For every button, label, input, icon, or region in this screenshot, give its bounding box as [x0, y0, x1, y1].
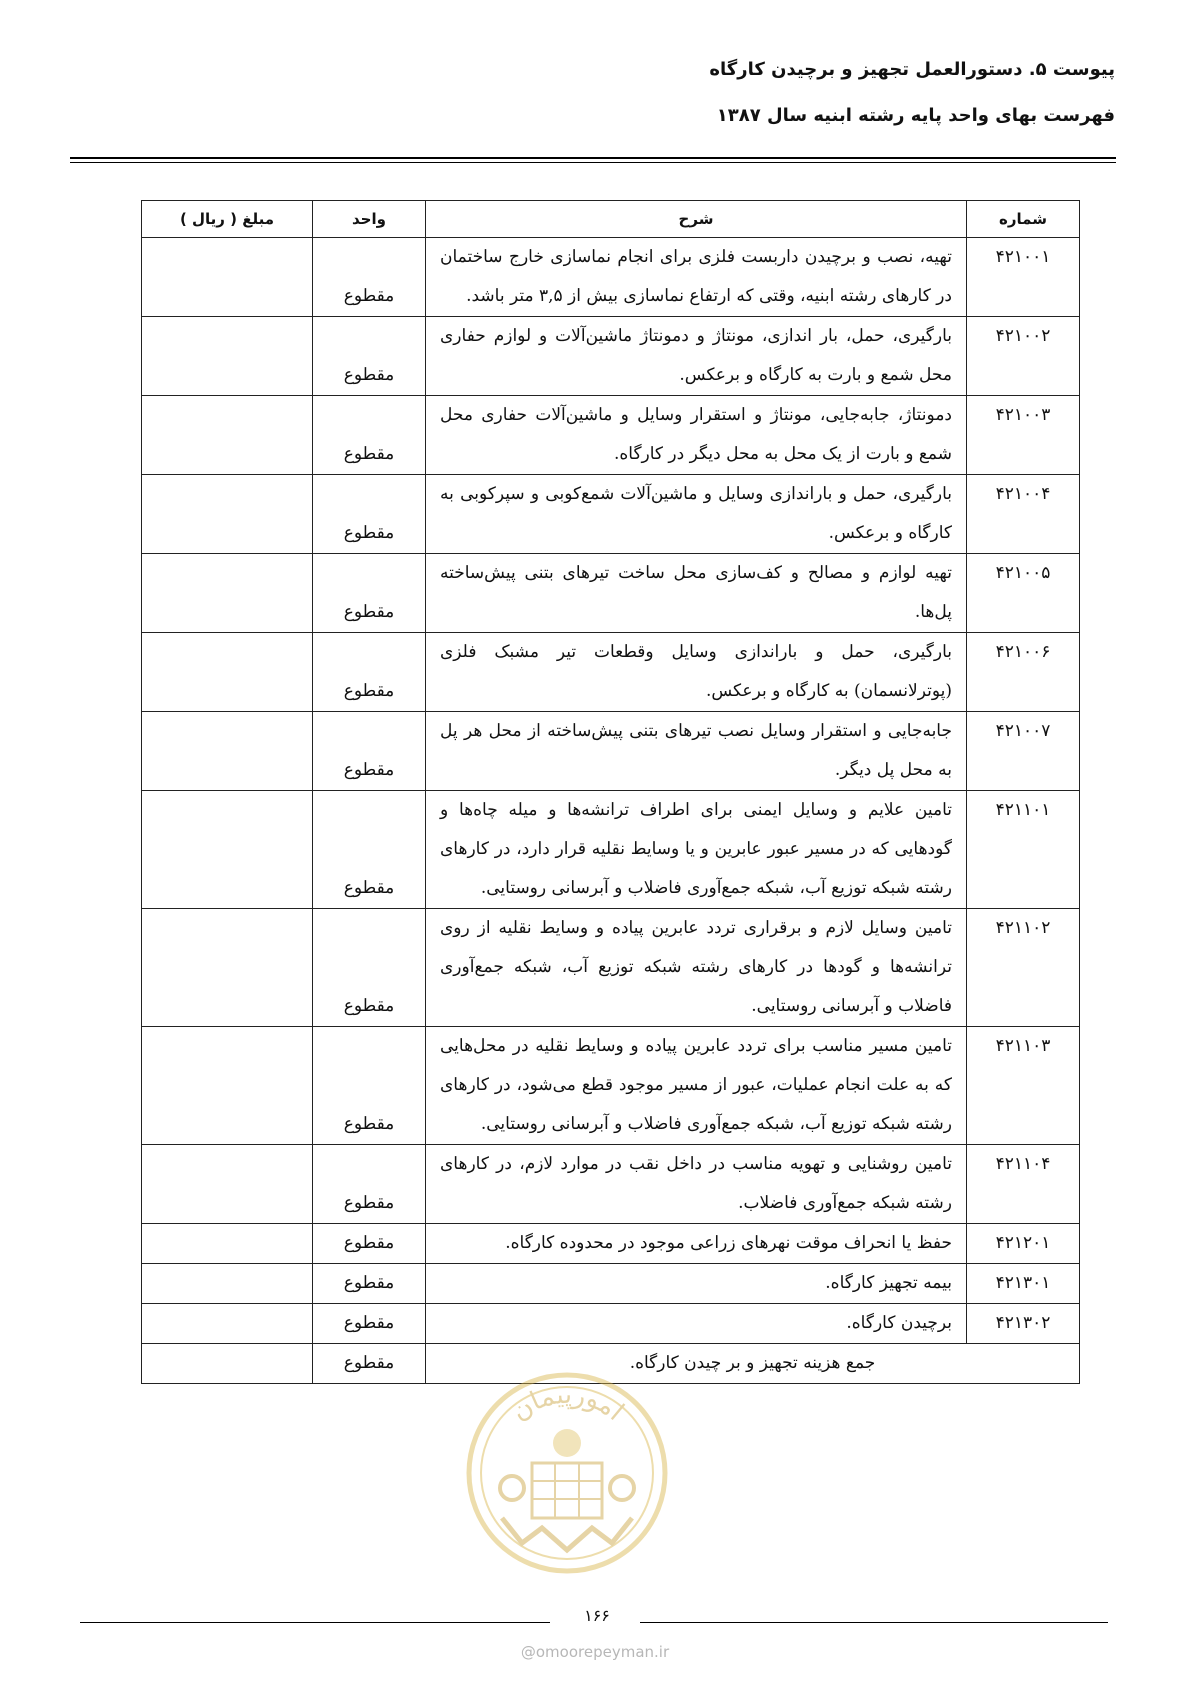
item-amount: [142, 1304, 313, 1344]
table-header-row: [142, 201, 1080, 238]
item-amount: [142, 396, 313, 475]
table-row: [142, 1224, 1080, 1264]
item-number: ۴۲۱۱۰۳: [967, 1027, 1080, 1145]
item-unit: مقطوع: [313, 1264, 426, 1304]
item-unit: مقطوع: [313, 317, 426, 396]
item-number: ۴۲۱۰۰۴: [967, 475, 1080, 554]
table-row: [142, 909, 1080, 1027]
item-unit: مقطوع: [313, 475, 426, 554]
column-header-amount: مبلغ ( ریال ): [142, 201, 313, 238]
item-number: ۴۲۱۱۰۴: [967, 1145, 1080, 1224]
item-amount: [142, 712, 313, 791]
item-description: بارگیری، حمل، بار اندازی، مونتاژ و دمونتاژ ماشین‌آلات و لوازم حفاری محل شمع و بارت به کارگاه و برعکس.: [426, 317, 967, 396]
item-description: تامین روشنایی و تهویه مناسب در داخل نقب در موارد لازم، در کارهای رشته شبکه جمع‌آوری فاضلاب.: [426, 1145, 967, 1224]
item-description: تامین وسایل لازم و برقراری تردد عابرین پیاده و وسایط نقلیه از روی ترانشه‌ها و گودها در کارهای رشته شبکه توزیع آب، شبکه جمع‌آوری فاضلاب و آبرسانی روستایی.: [426, 909, 967, 1027]
item-unit: مقطوع: [313, 554, 426, 633]
item-amount: [142, 238, 313, 317]
item-amount: [142, 909, 313, 1027]
page-header: [709, 58, 1115, 128]
table-row: [142, 712, 1080, 791]
page-number: ۱۶۶: [584, 1606, 610, 1625]
item-number: ۴۲۱۰۰۷: [967, 712, 1080, 791]
table-row: [142, 238, 1080, 317]
item-amount: [142, 1344, 313, 1384]
item-description: دمونتاژ، جابه‌جایی، مونتاژ و استقرار وسایل و ماشین‌آلات حفاری محل شمع و بارت از یک محل به محل دیگر در کارگاه.: [426, 396, 967, 475]
table-row: [142, 1264, 1080, 1304]
column-header-unit: واحد: [313, 201, 426, 238]
item-amount: [142, 1264, 313, 1304]
item-unit: مقطوع: [313, 633, 426, 712]
item-number: ۴۲۱۰۰۶: [967, 633, 1080, 712]
item-number: ۴۲۱۰۰۲: [967, 317, 1080, 396]
item-unit: مقطوع: [313, 1224, 426, 1264]
item-amount: [142, 1027, 313, 1145]
organization-stamp: [462, 1368, 672, 1578]
item-number: ۴۲۱۳۰۱: [967, 1264, 1080, 1304]
total-description: جمع هزینه تجهیز و بر چیدن کارگاه.: [629, 1353, 876, 1373]
table-row: [142, 396, 1080, 475]
price-list-table: [141, 200, 1080, 1384]
footer-rule-left: [80, 1622, 550, 1623]
item-description: تامین مسیر مناسب برای تردد عابرین پیاده و وسایط نقلیه در محل‌هایی که به علت انجام عملیات، عبور از مسیر موجود قطع می‌شود، در کارهای رشته شبکه توزیع آب، شبکه جمع‌آوری فاضلاب و آبرسانی روستایی.: [426, 1027, 967, 1145]
item-unit: مقطوع: [313, 1304, 426, 1344]
item-unit: مقطوع: [313, 238, 426, 317]
item-amount: [142, 791, 313, 909]
item-description: بارگیری، حمل و باراندازی وسایل و ماشین‌آلات شمع‌کوبی و سپرکوبی به کارگاه و برعکس.: [426, 475, 967, 554]
table-row: [142, 475, 1080, 554]
header-subtitle: فهرست بهای واحد پایه رشته ابنیه سال ۱۳۸۷: [716, 105, 1115, 126]
table-row: [142, 317, 1080, 396]
item-description: حفظ یا انحراف موقت نهرهای زراعی موجود در محدوده کارگاه.: [426, 1224, 967, 1264]
column-header-description: شرح: [426, 201, 967, 238]
item-amount: [142, 475, 313, 554]
item-number: ۴۲۱۲۰۱: [967, 1224, 1080, 1264]
stamp-text: امورپیمان: [505, 1379, 630, 1427]
item-unit: مقطوع: [313, 1027, 426, 1145]
item-description: تهیه لوازم و مصالح و کف‌سازی محل ساخت تیرهای بتنی پیش‌ساخته پل‌ها.: [426, 554, 967, 633]
item-unit: مقطوع: [313, 396, 426, 475]
table-row: [142, 1027, 1080, 1145]
item-unit: مقطوع: [313, 909, 426, 1027]
header-rule-thick: [70, 157, 1116, 159]
item-description: تهیه، نصب و برچیدن داربست فلزی برای انجام نماسازی خارج ساختمان در کارهای رشته ابنیه، وقتی که ارتفاع نماسازی بیش از ۳,۵ متر باشد.: [426, 238, 967, 317]
header-rule-thin: [70, 162, 1116, 163]
column-header-number: شماره: [967, 201, 1080, 238]
website-watermark: @omoorepeyman.ir: [520, 1643, 670, 1661]
item-amount: [142, 317, 313, 396]
item-number: ۴۲۱۰۰۱: [967, 238, 1080, 317]
item-amount: [142, 1224, 313, 1264]
item-description: بیمه تجهیز کارگاه.: [426, 1264, 967, 1304]
table-row: [142, 554, 1080, 633]
item-number: ۴۲۱۱۰۲: [967, 909, 1080, 1027]
item-unit: مقطوع: [313, 1145, 426, 1224]
item-amount: [142, 554, 313, 633]
item-number: ۴۲۱۰۰۵: [967, 554, 1080, 633]
table-row: [142, 633, 1080, 712]
item-description: بارگیری، حمل و باراندازی وسایل وقطعات تیر مشبک فلزی (پوترلانسمان) به کارگاه و برعکس.: [426, 633, 967, 712]
table-row: [142, 1145, 1080, 1224]
item-number: ۴۲۱۳۰۲: [967, 1304, 1080, 1344]
item-description: جابه‌جایی و استقرار وسایل نصب تیرهای بتنی پیش‌ساخته از محل هر پل به محل پل دیگر.: [426, 712, 967, 791]
footer-rule-right: [640, 1622, 1108, 1623]
item-description: برچیدن کارگاه.: [426, 1304, 967, 1344]
item-unit: مقطوع: [313, 712, 426, 791]
item-unit: مقطوع: [313, 791, 426, 909]
header-title: پیوست ۵. دستورالعمل تجهیز و برچیدن کارگاه: [709, 59, 1115, 80]
item-amount: [142, 633, 313, 712]
table-row: [142, 1304, 1080, 1344]
table-row: [142, 791, 1080, 909]
item-unit: مقطوع: [313, 1344, 426, 1384]
item-number: ۴۲۱۱۰۱: [967, 791, 1080, 909]
item-amount: [142, 1145, 313, 1224]
item-number: ۴۲۱۰۰۳: [967, 396, 1080, 475]
item-description: تامین علایم و وسایل ایمنی برای اطراف ترانشه‌ها و میله چاه‌ها و گودهایی که در مسیر عبور عابرین و یا وسایط نقلیه قرار دارد، در کارهای رشته شبکه توزیع آب، شبکه جمع‌آوری فاضلاب و آبرسانی روستایی.: [426, 791, 967, 909]
